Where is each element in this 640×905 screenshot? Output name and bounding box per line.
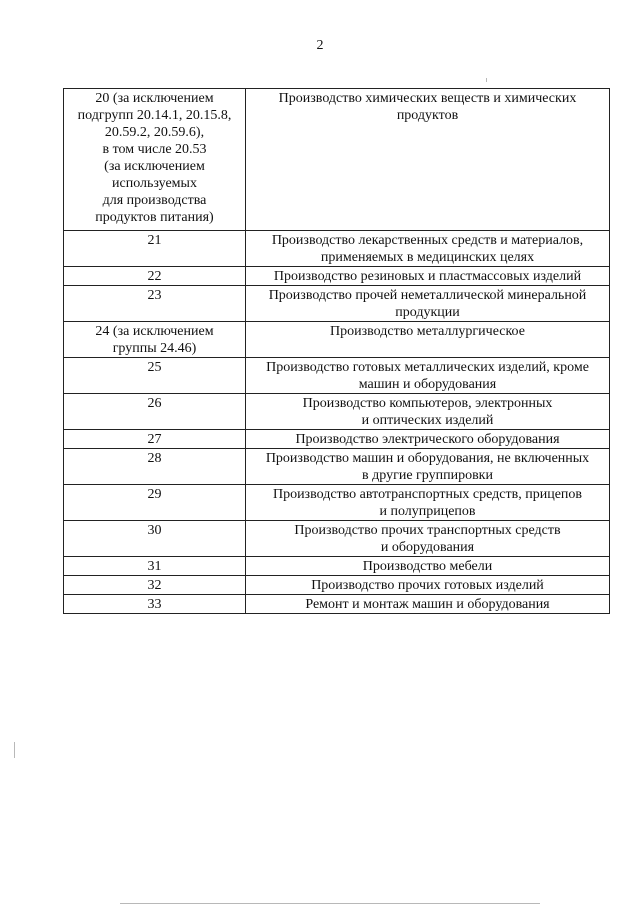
scan-mark — [486, 78, 487, 82]
activity-name-cell: Производство компьютеров, электронных и оптических изделий — [246, 394, 610, 430]
table-row — [64, 576, 610, 595]
activity-name-cell: Производство прочих транспортных средств и оборудования — [246, 521, 610, 557]
okved-code-cell: 29 — [64, 485, 246, 521]
okved-code-cell: 30 — [64, 521, 246, 557]
scan-mark — [120, 903, 540, 904]
table-row — [64, 89, 610, 231]
activity-name-cell: Производство мебели — [246, 557, 610, 576]
activity-name-cell: Производство резиновых и пластмассовых изделий — [246, 267, 610, 286]
okved-code-cell: 27 — [64, 430, 246, 449]
activity-name-cell: Производство автотранспортных средств, прицепов и полуприцепов — [246, 485, 610, 521]
table-row — [64, 430, 610, 449]
activity-name-cell: Производство химических веществ и химических продуктов — [246, 89, 610, 231]
table-row — [64, 557, 610, 576]
activity-name-cell: Производство лекарственных средств и материалов, применяемых в медицинских целях — [246, 231, 610, 267]
activity-name-cell: Производство машин и оборудования, не включенных в другие группировки — [246, 449, 610, 485]
table-row — [64, 394, 610, 430]
okved-code-cell: 31 — [64, 557, 246, 576]
table-row — [64, 358, 610, 394]
okved-code-cell: 24 (за исключением группы 24.46) — [64, 322, 246, 358]
okved-code-cell: 33 — [64, 595, 246, 614]
okved-code-cell: 26 — [64, 394, 246, 430]
table-row — [64, 286, 610, 322]
activity-name-cell: Ремонт и монтаж машин и оборудования — [246, 595, 610, 614]
table-row — [64, 231, 610, 267]
scan-mark — [14, 742, 15, 758]
table-row — [64, 521, 610, 557]
activity-name-cell: Производство прочей неметаллической минеральной продукции — [246, 286, 610, 322]
table-row — [64, 267, 610, 286]
activity-name-cell: Производство прочих готовых изделий — [246, 576, 610, 595]
page-number: 2 — [316, 38, 324, 53]
okved-code-cell: 32 — [64, 576, 246, 595]
table-row — [64, 595, 610, 614]
table-row — [64, 449, 610, 485]
table-row — [64, 485, 610, 521]
activity-codes-table — [63, 88, 610, 614]
okved-code-cell: 28 — [64, 449, 246, 485]
table-row — [64, 322, 610, 358]
okved-code-cell: 23 — [64, 286, 246, 322]
okved-code-cell: 20 (за исключением подгрупп 20.14.1, 20.15.8, 20.59.2, 20.59.6), в том числе 20.53 (за исключением используемых для производства продуктов питания) — [64, 89, 246, 231]
activity-name-cell: Производство готовых металлических изделий, кроме машин и оборудования — [246, 358, 610, 394]
activity-name-cell: Производство металлургическое — [246, 322, 610, 358]
okved-code-cell: 22 — [64, 267, 246, 286]
okved-code-cell: 21 — [64, 231, 246, 267]
okved-code-cell: 25 — [64, 358, 246, 394]
activity-name-cell: Производство электрического оборудования — [246, 430, 610, 449]
